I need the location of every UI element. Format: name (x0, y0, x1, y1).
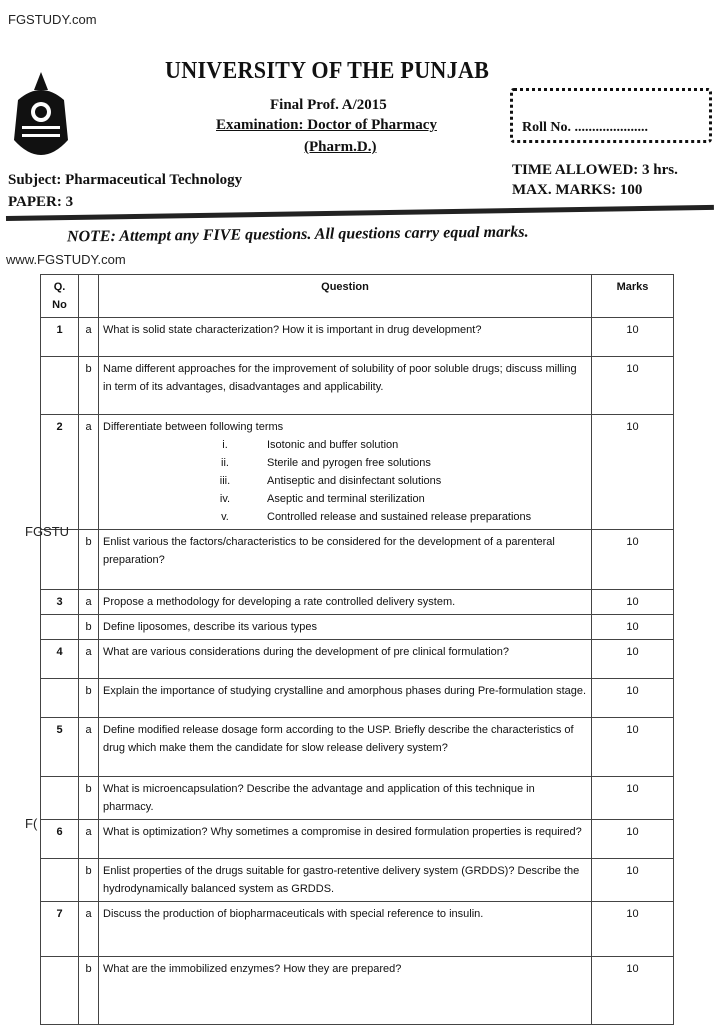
exam-session: Final Prof. A/2015 (270, 97, 387, 113)
university-title: UNIVERSITY OF THE PUNJAB (165, 58, 490, 84)
question-row (41, 318, 674, 357)
question-number: 3 (41, 590, 79, 615)
question-row (41, 530, 674, 590)
question-part: a (79, 902, 99, 957)
question-text (99, 640, 592, 679)
question-text (99, 318, 592, 357)
question-row (41, 777, 674, 820)
question-row (41, 820, 674, 859)
watermark-side: FGSTU (25, 524, 70, 539)
question-text (99, 679, 592, 718)
question-marks: 10 (592, 415, 674, 530)
question-text (99, 902, 592, 957)
question-text-main: Explain the importance of studying crystalline and amorphous phases during Pre-formulation stage. (103, 685, 587, 697)
sub-item-numeral: iii. (219, 475, 231, 487)
question-number (41, 777, 79, 820)
sub-item (103, 508, 587, 526)
watermark-url: www.FGSTUDY.com (6, 252, 126, 267)
roll-number-field: Roll No. ..................... (522, 120, 648, 135)
question-row (41, 902, 674, 957)
sub-item (103, 490, 587, 508)
instructions-note: NOTE: Attempt any FIVE questions. All questions carry equal marks. (66, 223, 529, 246)
university-crest-logo (8, 70, 74, 170)
header-marks: Marks (592, 275, 674, 318)
question-text-main: What are the immobilized enzymes? How they are prepared? (103, 963, 402, 975)
question-text (99, 357, 592, 415)
question-part: b (79, 679, 99, 718)
watermark-side-2: F( (25, 816, 38, 831)
question-marks: 10 (592, 820, 674, 859)
sub-item-numeral: iv. (219, 493, 231, 505)
question-number (41, 957, 79, 1025)
question-text (99, 590, 592, 615)
sub-item-text: Aseptic and terminal sterilization (267, 493, 425, 505)
question-text-main: Propose a methodology for developing a rate controlled delivery system. (103, 596, 456, 608)
question-row (41, 718, 674, 777)
question-part: b (79, 957, 99, 1025)
question-text-main: Differentiate between following terms (103, 421, 284, 433)
sub-item (103, 454, 587, 472)
question-part: a (79, 820, 99, 859)
question-part: b (79, 777, 99, 820)
question-part: b (79, 615, 99, 640)
question-part: a (79, 590, 99, 615)
question-row (41, 859, 674, 902)
header-question: Question (99, 275, 592, 318)
question-text (99, 957, 592, 1025)
question-marks: 10 (592, 590, 674, 615)
header-part (79, 275, 99, 318)
question-number: 4 (41, 640, 79, 679)
max-marks: MAX. MARKS: 100 (512, 182, 643, 198)
question-marks: 10 (592, 530, 674, 590)
question-part: b (79, 859, 99, 902)
question-text (99, 718, 592, 777)
degree-name: (Pharm.D.) (304, 139, 377, 155)
sub-item-numeral: i. (222, 439, 228, 451)
question-number: 7 (41, 902, 79, 957)
question-row (41, 679, 674, 718)
question-row (41, 640, 674, 679)
question-text-main: Define liposomes, describe its various types (103, 621, 317, 633)
question-row (41, 415, 674, 530)
question-row (41, 957, 674, 1025)
sub-item-text: Antiseptic and disinfectant solutions (267, 475, 442, 487)
question-marks: 10 (592, 859, 674, 902)
question-text-main: What are various considerations during the development of pre clinical formulation? (103, 646, 509, 658)
question-number (41, 679, 79, 718)
question-text-main: What is optimization? Why sometimes a compromise in desired formulation properties is required? (103, 826, 582, 838)
question-text-main: Enlist various the factors/characteristics to be considered for the development of a parenteral preparation? (103, 536, 555, 566)
question-part: a (79, 318, 99, 357)
sub-item-text: Sterile and pyrogen free solutions (267, 457, 431, 469)
question-part: a (79, 415, 99, 530)
sub-item-text: Controlled release and sustained release preparations (267, 511, 532, 523)
question-number (41, 859, 79, 902)
sub-item (103, 436, 587, 454)
question-number: 2 (41, 415, 79, 530)
question-marks: 10 (592, 640, 674, 679)
header-qno: Q. No (41, 275, 79, 318)
question-marks: 10 (592, 357, 674, 415)
question-number: 5 (41, 718, 79, 777)
question-number (41, 357, 79, 415)
sub-item-numeral: ii. (221, 457, 229, 469)
question-row (41, 615, 674, 640)
sub-item-text: Isotonic and buffer solution (267, 439, 399, 451)
question-number: 1 (41, 318, 79, 357)
question-marks: 10 (592, 679, 674, 718)
question-marks: 10 (592, 902, 674, 957)
question-row (41, 357, 674, 415)
exam-name: Examination: Doctor of Pharmacy (216, 117, 437, 133)
question-text (99, 859, 592, 902)
question-number: 6 (41, 820, 79, 859)
sub-item-numeral: v. (221, 511, 229, 523)
question-text (99, 415, 592, 530)
question-part: a (79, 718, 99, 777)
header-divider (6, 205, 714, 221)
time-allowed: TIME ALLOWED: 3 hrs. (512, 162, 678, 178)
question-text-main: Name different approaches for the improvement of solubility of poor soluble drugs; discuss milling in term of its advantages, disadvantages and applicability. (103, 363, 577, 393)
question-marks: 10 (592, 615, 674, 640)
question-number (41, 615, 79, 640)
question-text (99, 820, 592, 859)
question-marks: 10 (592, 718, 674, 777)
subject: Subject: Pharmaceutical Technology (8, 172, 243, 188)
question-text-main: What is microencapsulation? Describe the advantage and application of this technique in pharmacy. (103, 783, 535, 813)
question-part: a (79, 640, 99, 679)
watermark-top: FGSTUDY.com (8, 12, 97, 27)
question-text (99, 615, 592, 640)
question-text-main: Discuss the production of biopharmaceuticals with special reference to insulin. (103, 908, 484, 920)
questions-table (40, 274, 674, 1025)
question-text-main: Enlist properties of the drugs suitable for gastro-retentive delivery system (GRDDS)? Describe the hydrodynamically balanced system as GRDDS. (103, 865, 580, 895)
question-marks: 10 (592, 318, 674, 357)
question-text-main: What is solid state characterization? How it is important in drug development? (103, 324, 482, 336)
question-marks: 10 (592, 777, 674, 820)
sub-item (103, 472, 587, 490)
question-part: b (79, 357, 99, 415)
question-text-main: Define modified release dosage form according to the USP. Briefly describe the characteristics of drug which make them the candidate for slow release delivery system? (103, 724, 574, 754)
paper-number: PAPER: 3 (8, 194, 74, 210)
question-row (41, 590, 674, 615)
question-text (99, 530, 592, 590)
question-marks: 10 (592, 957, 674, 1025)
question-part: b (79, 530, 99, 590)
question-text (99, 777, 592, 820)
